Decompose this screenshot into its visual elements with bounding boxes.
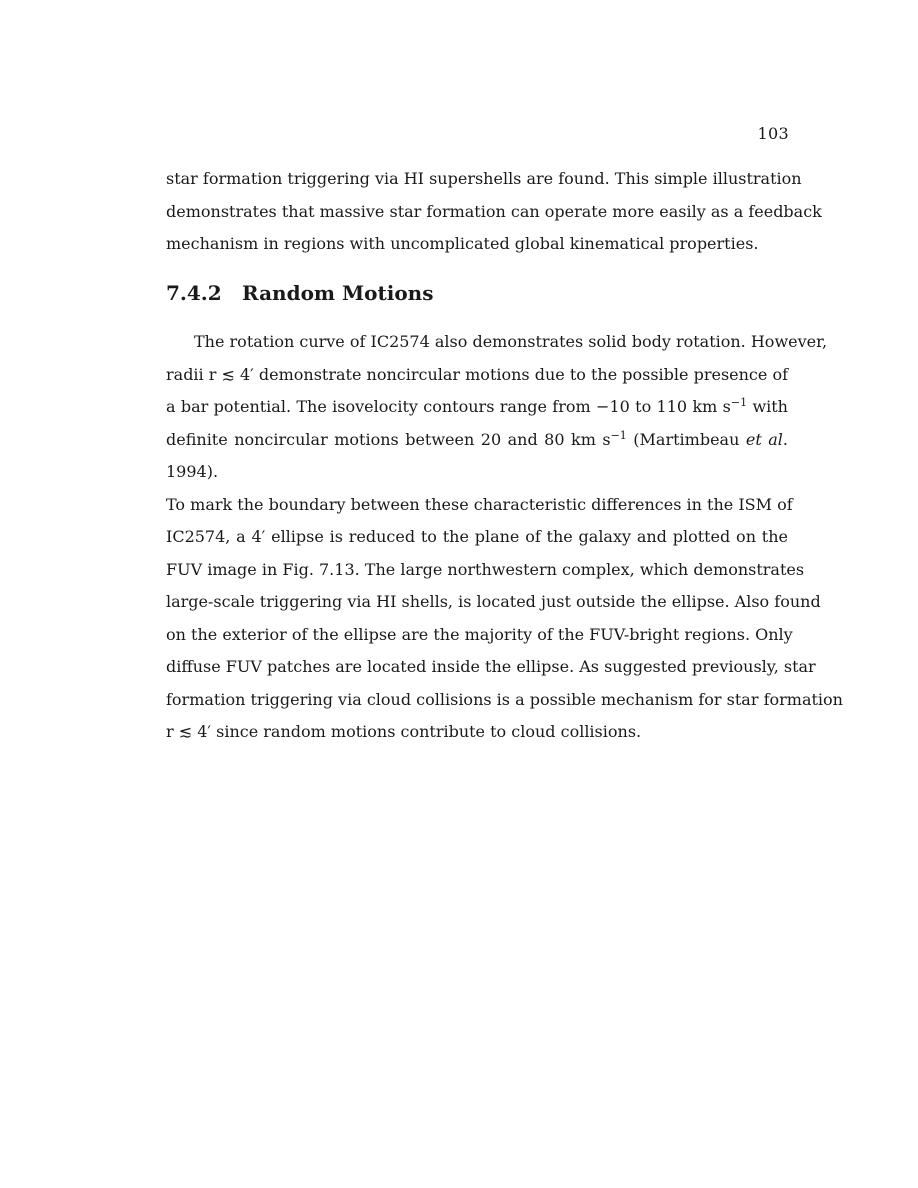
text-line: IC2574, a 4′ ellipse is reduced to the plane of the galaxy and plotted on the — [166, 527, 788, 546]
superscript: −1 — [610, 428, 627, 442]
section-number: 7.4.2 — [166, 281, 222, 305]
text-line — [166, 391, 788, 424]
text-line: star formation triggering via HI supershells are found. This simple illustration — [166, 169, 802, 188]
text-fragment: a bar potential. The isovelocity contours range from −10 to 110 km s — [166, 397, 731, 416]
text-line: FUV image in Fig. 7.13. The large northwestern complex, which demonstrates — [166, 559, 805, 579]
text-line: mechanism in regions with uncomplicated global kinematical properties. — [166, 234, 759, 253]
text-line: r ≲ 4′ since random motions contribute to cloud collisions. — [166, 722, 642, 741]
text-fragment: with — [747, 397, 788, 416]
section-title: Random Motions — [242, 281, 434, 305]
text-line: radii r ≲ 4′ demonstrate noncircular motions due to the possible presence of — [166, 364, 788, 384]
section-heading — [166, 281, 433, 305]
paragraph-random-motions — [166, 326, 843, 749]
text-line: To mark the boundary between these characteristic differences in the ISM of — [166, 494, 793, 514]
superscript: −1 — [730, 396, 748, 409]
text-line: The rotation curve of IC2574 also demonstrates solid body rotation. However, — [194, 332, 828, 351]
text-line: large-scale triggering via HI shells, is located just outside the ellipse. Also found — [166, 592, 821, 611]
text-fragment: (Martimbeau — [626, 429, 746, 449]
text-line: diffuse FUV patches are located inside the ellipse. As suggested previously, star — [166, 657, 816, 676]
text-line: on the exterior of the ellipse are the majority of the FUV-bright regions. Only — [166, 624, 793, 644]
text-fragment: 1994). — [166, 462, 219, 481]
paragraph-intro — [166, 163, 822, 261]
citation-etal: et al. — [745, 429, 789, 449]
page-number: 103 — [757, 124, 789, 143]
text-fragment: definite noncircular motions between 20 and 80 km s — [166, 429, 611, 449]
text-line: formation triggering via cloud collisions is a possible mechanism for star formation — [166, 689, 843, 709]
text-line: demonstrates that massive star formation can operate more easily as a feedback — [166, 201, 822, 221]
text-line — [166, 424, 788, 489]
